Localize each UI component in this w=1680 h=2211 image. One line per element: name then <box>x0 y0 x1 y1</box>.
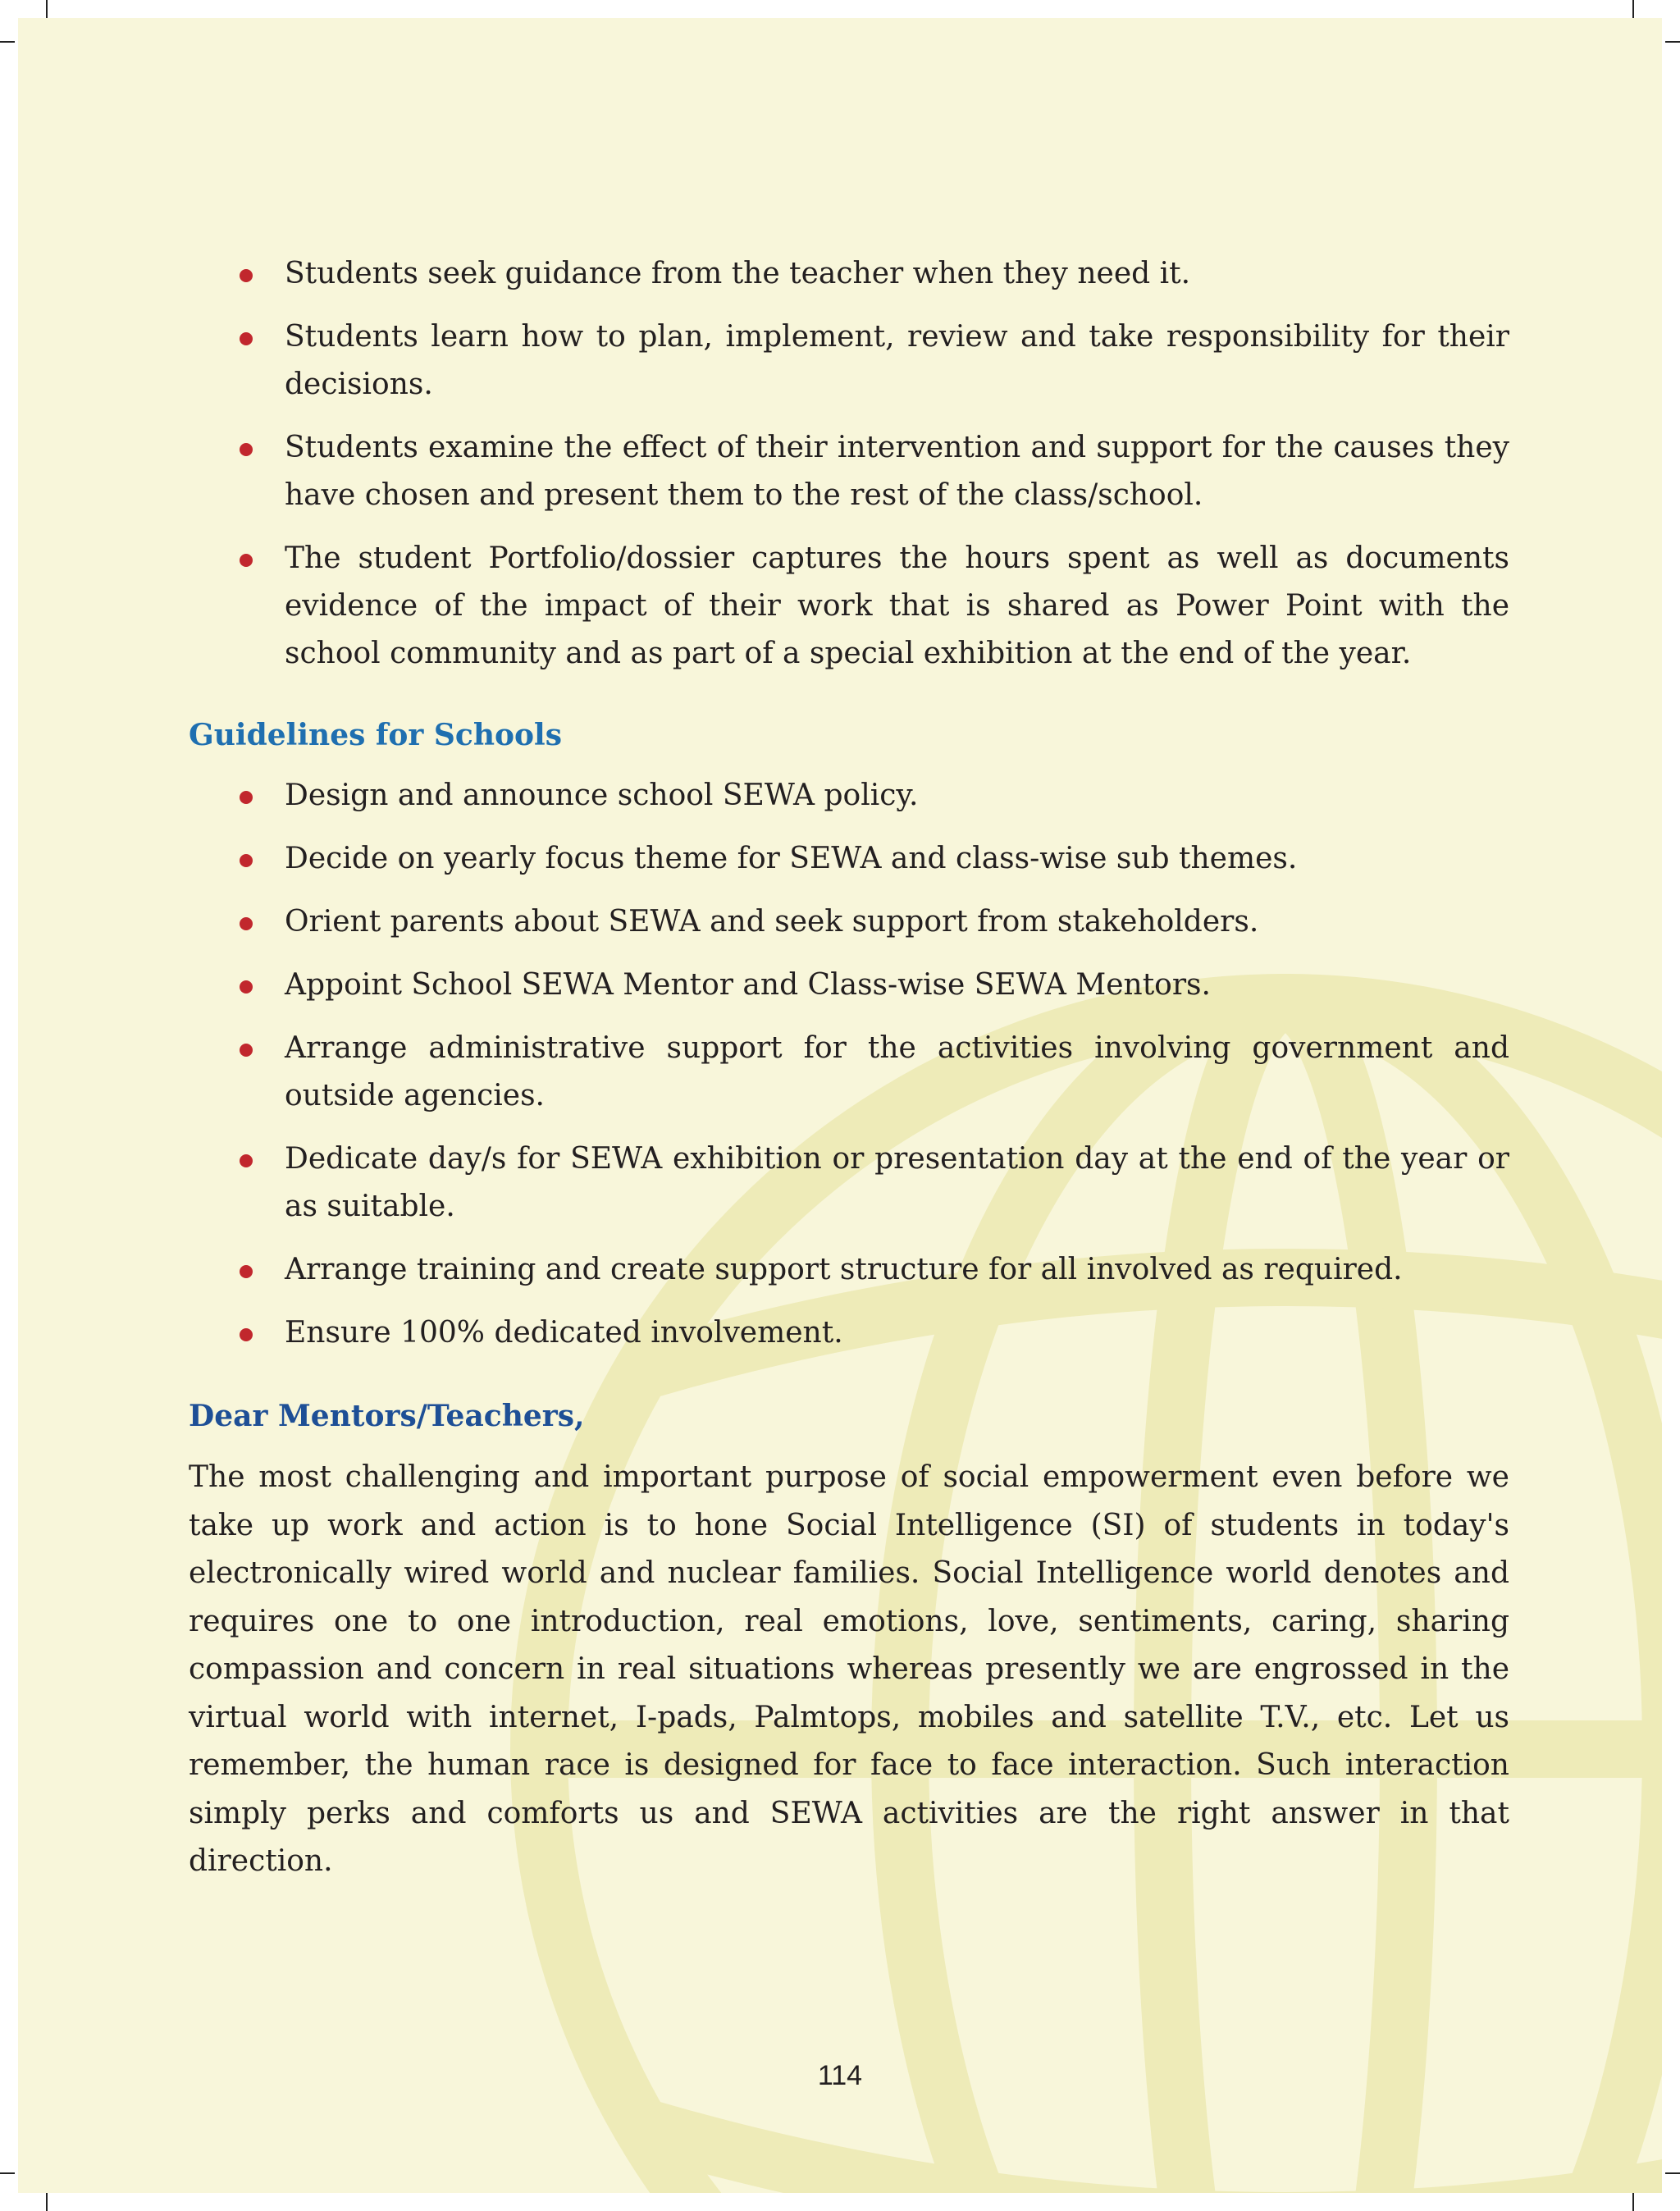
list-item-text: Students examine the effect of their intervention and support for the causes they have chosen and present them to the rest of the class/school. <box>285 431 1509 512</box>
bullet-dot-icon <box>240 1328 253 1341</box>
crop-mark-bottom-right-vertical <box>1632 2193 1634 2211</box>
list-item-text: The student Portfolio/dossier captures the hours spent as well as documents evidence of the impact of their work that is shared as Power Point with the school community and as part of a special exhibition at the end of the year. <box>285 541 1509 670</box>
list-item <box>285 1025 1509 1120</box>
bullet-dot-icon <box>240 269 253 282</box>
crop-mark-top-right-vertical <box>1632 0 1634 18</box>
bullet-dot-icon <box>240 1154 253 1167</box>
bullet-dot-icon <box>240 1265 253 1278</box>
list-item-text: Design and announce school SEWA policy. <box>285 779 919 812</box>
bullet-dot-icon <box>240 554 253 567</box>
guidelines-heading: Guidelines for Schools <box>189 718 562 752</box>
letter-salutation: Dear Mentors/Teachers, <box>189 1399 585 1433</box>
page-number: 114 <box>817 2060 863 2091</box>
list-item-text: Orient parents about SEWA and seek support from stakeholders. <box>285 905 1259 939</box>
list-item <box>285 962 1509 1009</box>
list-item-text: Appoint School SEWA Mentor and Class-wise SEWA Mentors. <box>285 968 1211 1002</box>
list-item <box>285 1309 1509 1357</box>
crop-mark-bottom-left-horizontal <box>0 2172 15 2174</box>
list-item-text: Students seek guidance from the teacher when they need it. <box>285 257 1191 290</box>
bullet-dot-icon <box>240 443 253 456</box>
list-item-text: Ensure 100% dedicated involvement. <box>285 1316 843 1350</box>
bullet-dot-icon <box>240 854 253 867</box>
page <box>18 18 1662 2193</box>
list-item <box>285 250 1509 298</box>
bullet-dot-icon <box>240 980 253 994</box>
page-content <box>18 18 1662 2193</box>
list-item <box>285 424 1509 519</box>
list-item-text: Dedicate day/s for SEWA exhibition or presentation day at the end of the year or as suitable. <box>285 1142 1509 1223</box>
intro-bullet-list <box>285 250 1509 693</box>
list-item <box>285 1135 1509 1231</box>
list-item <box>285 772 1509 820</box>
bullet-dot-icon <box>240 917 253 930</box>
list-item <box>285 898 1509 946</box>
bullet-dot-icon <box>240 791 253 804</box>
bullet-dot-icon <box>240 332 253 345</box>
list-item <box>285 1246 1509 1294</box>
crop-mark-top-right-horizontal <box>1665 41 1680 43</box>
list-item <box>285 835 1509 883</box>
letter-body-paragraph: The most challenging and important purpose of social empowerment even before we take up work and action is to hone Social Intelligence (SI) of students in today's electronically wired world and nuclear families. Social Intelligence world denotes and requires one to one introduction, real emotions, love, sentiments, caring, sharing compassion and concern in real situations whereas presently we are engrossed in the virtual world with internet, I-pads, Palmtops, mobiles and satellite T.V., etc. Let us remember, the human race is designed for face to face interaction. Such interaction simply perks and comforts us and SEWA activities are the right answer in that direction. <box>189 1460 1509 1878</box>
list-item-text: Arrange administrative support for the activities involving government and outside agencies. <box>285 1031 1509 1112</box>
list-item-text: Decide on yearly focus theme for SEWA and class-wise sub themes. <box>285 842 1298 875</box>
guidelines-bullet-list <box>285 772 1509 1373</box>
list-item-text: Students learn how to plan, implement, review and take responsibility for their decisions. <box>285 320 1509 401</box>
bullet-dot-icon <box>240 1044 253 1057</box>
crop-mark-top-left-horizontal <box>0 41 15 43</box>
crop-mark-bottom-left-vertical <box>46 2193 48 2211</box>
list-item-text: Arrange training and create support structure for all involved as required. <box>285 1253 1403 1286</box>
crop-mark-bottom-right-horizontal <box>1665 2172 1680 2174</box>
crop-mark-top-left-vertical <box>46 0 48 18</box>
list-item <box>285 313 1509 409</box>
list-item <box>285 535 1509 678</box>
